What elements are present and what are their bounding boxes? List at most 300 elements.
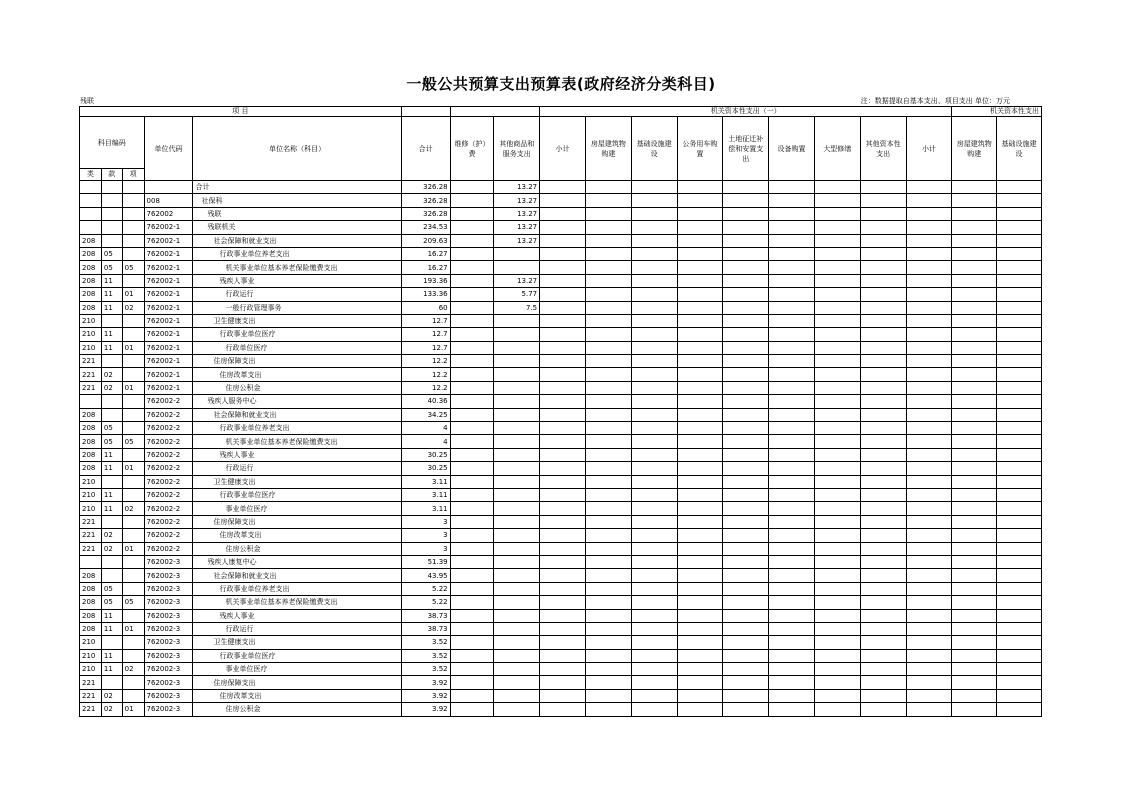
cell-empty [860,181,906,194]
cell-empty [631,676,677,689]
cell-empty [860,649,906,662]
cell-other-goods: 13.27 [494,274,540,287]
cell-empty [952,381,997,394]
cell-unit-name: 住房保障支出 [193,515,401,528]
cell-empty [860,207,906,220]
table-row [80,649,1042,662]
cell-empty [723,502,769,515]
cell-empty [769,301,815,314]
cell-xiang: 02 [122,502,144,515]
cell-empty [585,368,631,381]
cell-empty [631,475,677,488]
cell-empty [769,475,815,488]
cell-empty [952,475,997,488]
cell-empty [952,194,997,207]
cell-empty [860,368,906,381]
cell-xiang [122,422,144,435]
cell-empty [860,314,906,327]
cell-empty [631,422,677,435]
cell-unit-code: 762002-1 [144,234,193,247]
cell-total: 209.63 [401,234,450,247]
cell-empty [540,422,586,435]
cell-maintain [450,355,494,368]
cell-empty [997,475,1042,488]
cell-empty [769,555,815,568]
cell-empty [860,341,906,354]
cell-unit-name: 住房改革支出 [193,529,401,542]
cell-empty [631,234,677,247]
cell-lei: 208 [80,569,102,582]
cell-unit-name: 行政运行 [193,462,401,475]
cell-empty [723,274,769,287]
cell-maintain [450,194,494,207]
cell-empty [631,663,677,676]
header-blank [450,107,540,117]
cell-total: 234.53 [401,221,450,234]
cell-unit-code: 762002-3 [144,676,193,689]
cell-empty [860,475,906,488]
cell-empty [906,663,952,676]
cell-xiang: 01 [122,622,144,635]
table-row [80,542,1042,555]
cell-unit-name: 社会保障和就业支出 [193,234,401,247]
cell-unit-code: 762002-1 [144,368,193,381]
cell-empty [631,689,677,702]
cell-lei: 221 [80,381,102,394]
cell-empty [677,408,723,421]
cell-unit-code: 762002-1 [144,381,193,394]
cell-empty [997,676,1042,689]
cell-empty [723,355,769,368]
cell-lei: 221 [80,703,102,716]
cell-empty [814,301,860,314]
cell-empty [906,422,952,435]
cell-empty [631,622,677,635]
cell-empty [769,341,815,354]
cell-maintain [450,288,494,301]
cell-kuan [101,676,122,689]
cell-empty [906,689,952,702]
cell-empty [952,596,997,609]
table-row [80,341,1042,354]
cell-empty [906,341,952,354]
cell-empty [723,234,769,247]
cell-empty [677,462,723,475]
cell-kuan: 11 [101,663,122,676]
cell-unit-code: 762002-3 [144,582,193,595]
cell-empty [540,542,586,555]
cell-empty [906,288,952,301]
cell-lei: 208 [80,462,102,475]
cell-kuan [101,555,122,568]
table-row [80,622,1042,635]
cell-unit-name: 卫生健康支出 [193,314,401,327]
cell-empty [814,555,860,568]
cell-empty [585,341,631,354]
cell-empty [769,422,815,435]
cell-empty [952,636,997,649]
cell-unit-code: 762002-3 [144,703,193,716]
cell-empty [997,395,1042,408]
cell-xiang [122,314,144,327]
cell-unit-code: 762002-2 [144,488,193,501]
cell-empty [540,529,586,542]
cell-empty [814,502,860,515]
cell-other-goods [494,368,540,381]
cell-empty [860,408,906,421]
cell-unit-code: 762002-2 [144,529,193,542]
cell-total: 326.28 [401,207,450,220]
cell-kuan: 11 [101,301,122,314]
cell-empty [997,314,1042,327]
cell-empty [906,301,952,314]
header-house-build: 房屋建筑物购建 [585,117,631,181]
cell-empty [540,221,586,234]
cell-maintain [450,582,494,595]
cell-lei [80,221,102,234]
cell-empty [723,689,769,702]
cell-empty [906,355,952,368]
cell-empty [677,542,723,555]
cell-unit-name: 残联机关 [193,221,401,234]
cell-empty [677,181,723,194]
cell-empty [814,515,860,528]
cell-lei: 208 [80,234,102,247]
cell-empty [677,676,723,689]
cell-other-goods [494,689,540,702]
cell-unit-code: 762002-1 [144,261,193,274]
cell-xiang [122,515,144,528]
cell-empty [997,502,1042,515]
cell-empty [585,529,631,542]
cell-empty [952,274,997,287]
table-row [80,207,1042,220]
cell-kuan: 11 [101,288,122,301]
cell-empty [631,274,677,287]
cell-empty [769,636,815,649]
cell-maintain [450,649,494,662]
header-capital-1: 机关资本性支出（一） [540,107,952,117]
cell-empty [631,529,677,542]
cell-empty [860,502,906,515]
cell-maintain [450,301,494,314]
cell-empty [677,555,723,568]
cell-empty [723,261,769,274]
cell-empty [723,395,769,408]
cell-unit-code: 762002-2 [144,462,193,475]
cell-maintain [450,341,494,354]
cell-maintain [450,689,494,702]
cell-empty [540,288,586,301]
cell-lei: 208 [80,609,102,622]
cell-total: 51.39 [401,555,450,568]
cell-empty [997,341,1042,354]
header-subtotal: 小计 [540,117,586,181]
cell-empty [860,529,906,542]
cell-empty [540,475,586,488]
cell-empty [906,395,952,408]
cell-kuan: 11 [101,328,122,341]
cell-xiang [122,676,144,689]
cell-unit-name: 住房公积金 [193,703,401,716]
cell-unit-name: 残疾人事业 [193,274,401,287]
cell-empty [677,663,723,676]
cell-total: 3.52 [401,649,450,662]
cell-empty [677,301,723,314]
header-unit-code: 单位代码 [144,117,193,181]
cell-empty [860,247,906,260]
cell-empty [723,636,769,649]
cell-empty [723,555,769,568]
cell-empty [677,703,723,716]
cell-empty [631,328,677,341]
cell-empty [631,435,677,448]
cell-empty [585,207,631,220]
cell-unit-name: 残联 [193,207,401,220]
cell-total: 3 [401,515,450,528]
page-title: 一般公共预算支出预算表(政府经济分类科目) [406,75,716,93]
cell-unit-name: 行政单位医疗 [193,341,401,354]
cell-empty [631,542,677,555]
cell-total: 43.95 [401,569,450,582]
cell-lei: 221 [80,529,102,542]
cell-total: 133.36 [401,288,450,301]
cell-empty [997,221,1042,234]
cell-unit-code: 762002-1 [144,274,193,287]
cell-other-goods [494,488,540,501]
cell-unit-code: 762002-2 [144,422,193,435]
cell-kuan: 05 [101,422,122,435]
cell-empty [769,609,815,622]
cell-empty [814,408,860,421]
table-row [80,328,1042,341]
cell-empty [769,355,815,368]
header-equipment: 设备购置 [769,117,815,181]
cell-empty [997,247,1042,260]
cell-lei: 221 [80,542,102,555]
cell-empty [997,355,1042,368]
cell-kuan: 05 [101,247,122,260]
cell-empty [814,221,860,234]
cell-total: 3.11 [401,475,450,488]
cell-empty [906,609,952,622]
cell-empty [952,422,997,435]
cell-empty [860,221,906,234]
cell-empty [631,221,677,234]
cell-empty [631,207,677,220]
cell-unit-name: 行政事业单位养老支出 [193,247,401,260]
cell-empty [814,582,860,595]
cell-kuan [101,569,122,582]
cell-empty [860,488,906,501]
cell-total: 16.27 [401,247,450,260]
cell-empty [860,328,906,341]
cell-empty [997,462,1042,475]
cell-kuan: 05 [101,261,122,274]
cell-empty [952,663,997,676]
cell-other-goods [494,355,540,368]
cell-empty [997,649,1042,662]
cell-maintain [450,234,494,247]
cell-lei: 210 [80,636,102,649]
table-row [80,301,1042,314]
cell-unit-code: 762002-1 [144,301,193,314]
cell-empty [585,221,631,234]
cell-lei: 210 [80,475,102,488]
cell-maintain [450,555,494,568]
cell-empty [585,515,631,528]
cell-empty [723,703,769,716]
cell-total: 12.7 [401,328,450,341]
cell-empty [540,435,586,448]
cell-xiang: 05 [122,261,144,274]
cell-empty [631,261,677,274]
cell-empty [585,475,631,488]
cell-empty [585,609,631,622]
cell-unit-name: 住房改革支出 [193,368,401,381]
cell-xiang [122,274,144,287]
cell-empty [540,689,586,702]
cell-empty [631,301,677,314]
cell-empty [769,181,815,194]
cell-empty [906,234,952,247]
cell-other-goods [494,462,540,475]
cell-other-goods [494,703,540,716]
cell-empty [952,622,997,635]
cell-empty [997,622,1042,635]
cell-empty [952,247,997,260]
table-row [80,488,1042,501]
cell-lei [80,194,102,207]
cell-total: 193.36 [401,274,450,287]
cell-empty [540,368,586,381]
cell-total: 60 [401,301,450,314]
cell-empty [677,636,723,649]
cell-empty [585,569,631,582]
cell-empty [997,636,1042,649]
cell-xiang [122,247,144,260]
cell-empty [677,448,723,461]
cell-unit-code: 762002-2 [144,475,193,488]
cell-maintain [450,636,494,649]
cell-empty [952,314,997,327]
cell-unit-code: 762002-2 [144,435,193,448]
table-row [80,181,1042,194]
header-kuan: 款 [101,169,122,181]
cell-empty [906,408,952,421]
cell-empty [814,368,860,381]
cell-other-goods [494,582,540,595]
cell-empty [769,663,815,676]
cell-lei: 208 [80,408,102,421]
cell-unit-name: 住房公积金 [193,381,401,394]
cell-empty [677,247,723,260]
cell-empty [952,448,997,461]
cell-lei: 221 [80,515,102,528]
cell-total: 3.92 [401,676,450,689]
table-row [80,569,1042,582]
cell-other-goods [494,435,540,448]
cell-empty [585,247,631,260]
cell-unit-name: 残疾人服务中心 [193,395,401,408]
cell-empty [723,341,769,354]
cell-other-goods [494,555,540,568]
cell-empty [585,234,631,247]
cell-empty [585,502,631,515]
cell-empty [677,194,723,207]
header-maintain: 维修（护）费 [450,117,494,181]
table-row [80,475,1042,488]
cell-lei: 208 [80,247,102,260]
cell-other-goods [494,247,540,260]
cell-empty [952,181,997,194]
header-subtotal-2: 小计 [906,117,952,181]
cell-other-goods: 13.27 [494,207,540,220]
cell-empty [677,596,723,609]
cell-empty [906,328,952,341]
table-row [80,636,1042,649]
cell-empty [997,555,1042,568]
cell-empty [540,261,586,274]
cell-empty [997,408,1042,421]
cell-empty [631,596,677,609]
cell-other-goods [494,596,540,609]
cell-empty [769,368,815,381]
cell-unit-code: 762002-3 [144,609,193,622]
cell-empty [540,448,586,461]
table-row [80,368,1042,381]
cell-empty [997,596,1042,609]
cell-kuan: 11 [101,341,122,354]
cell-unit-name: 事业单位医疗 [193,502,401,515]
cell-lei: 210 [80,649,102,662]
cell-xiang [122,395,144,408]
cell-empty [906,542,952,555]
cell-empty [585,542,631,555]
cell-empty [906,435,952,448]
cell-unit-name: 合计 [193,181,401,194]
cell-total: 3.11 [401,502,450,515]
cell-unit-name: 住房保障支出 [193,355,401,368]
cell-empty [906,194,952,207]
cell-empty [860,703,906,716]
cell-empty [952,582,997,595]
cell-empty [814,341,860,354]
cell-empty [860,663,906,676]
cell-empty [585,408,631,421]
cell-other-goods [494,636,540,649]
cell-empty [585,381,631,394]
cell-empty [631,636,677,649]
cell-xiang [122,689,144,702]
cell-unit-name: 住房改革支出 [193,689,401,702]
cell-empty [540,596,586,609]
cell-empty [585,622,631,635]
cell-maintain [450,261,494,274]
cell-empty [677,328,723,341]
cell-empty [540,381,586,394]
cell-total: 12.2 [401,368,450,381]
cell-empty [906,596,952,609]
cell-empty [906,555,952,568]
table-row [80,194,1042,207]
cell-empty [540,355,586,368]
cell-other-goods: 5.77 [494,288,540,301]
cell-unit-name: 机关事业单位基本养老保险缴费支出 [193,435,401,448]
cell-empty [814,328,860,341]
cell-empty [677,261,723,274]
cell-lei: 208 [80,261,102,274]
